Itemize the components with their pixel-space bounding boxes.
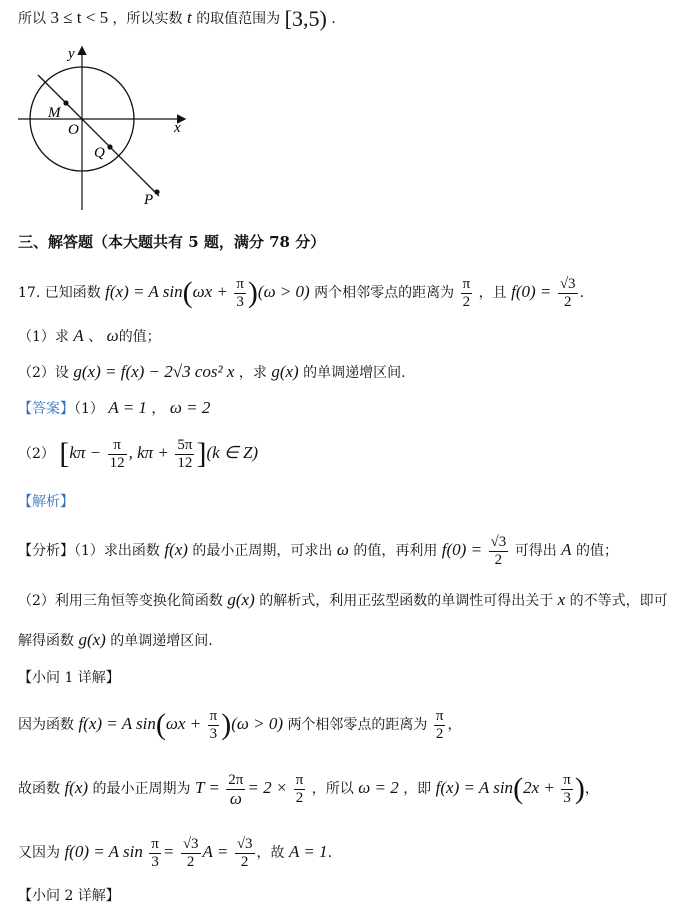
fenxi-line3 — [18, 630, 213, 651]
label-x: x — [174, 120, 181, 136]
fraction — [235, 836, 255, 871]
fraction — [175, 437, 194, 472]
q17-part2 — [18, 362, 406, 383]
fraction — [181, 836, 201, 871]
text: （1） — [74, 401, 104, 417]
point-Q — [107, 144, 112, 149]
denominator: 2 — [240, 853, 249, 870]
fenxi-line2 — [18, 590, 668, 611]
circle-figure — [14, 42, 194, 212]
math: f(0) = — [511, 282, 552, 301]
text: 、 — [88, 329, 103, 345]
analysis-tag: 【解析】 — [18, 494, 74, 510]
text: ， — [151, 401, 166, 417]
denominator: 2 — [295, 789, 304, 806]
numerator: 5π — [177, 436, 193, 453]
math: f(x) — [164, 540, 188, 559]
math: (ω > 0) — [257, 282, 310, 301]
label-M: M — [48, 105, 61, 121]
point-M — [63, 100, 68, 105]
numerator: √3 — [559, 275, 576, 292]
math-var: ω — [106, 326, 119, 345]
paren: ) — [574, 772, 585, 805]
text: ，即 — [403, 781, 432, 797]
text: 的取值范围为 — [196, 11, 281, 27]
math: g(x) — [227, 590, 255, 609]
text: ，所以 — [311, 781, 354, 797]
label-O: O — [68, 122, 79, 138]
text: （2）设 — [18, 365, 69, 381]
denominator: 3 — [563, 789, 571, 806]
bracket: [ — [59, 437, 70, 470]
paren: ( — [155, 708, 166, 741]
question-17 — [18, 270, 584, 315]
math-inequality: 3 ≤ t < 5 — [50, 8, 109, 27]
text: 的不等式，即可 — [569, 593, 668, 609]
answer-line2 — [18, 430, 258, 477]
math-range: [3,5) — [284, 6, 327, 31]
math: ω = 2 — [169, 398, 211, 417]
numerator: π — [151, 835, 159, 852]
fraction — [461, 276, 473, 311]
text: ，且 — [478, 285, 507, 301]
denominator: 2 — [462, 293, 471, 310]
fraction — [234, 276, 246, 311]
denominator: 3 — [151, 853, 159, 870]
text: 可得出 — [514, 543, 557, 559]
numerator: π — [462, 275, 471, 292]
answer-tag: 【答案】 — [18, 401, 74, 417]
paren: ) — [247, 276, 258, 309]
math: ωx + — [165, 714, 202, 733]
denominator: 3 — [236, 293, 244, 310]
fraction — [561, 772, 573, 807]
detail1-line2 — [18, 766, 599, 811]
denominator: 2 — [563, 293, 572, 310]
denominator: 12 — [177, 454, 193, 471]
fraction — [558, 276, 578, 311]
question-number: 17. — [18, 285, 41, 301]
paren: ( — [513, 772, 524, 805]
point-P — [154, 189, 159, 194]
q17-part1 — [18, 326, 161, 347]
math: 2x + — [523, 778, 555, 797]
text: ，求 — [238, 365, 267, 381]
fraction — [208, 708, 220, 743]
math: f(x) = A sin — [435, 778, 514, 797]
paren: ( — [182, 276, 193, 309]
bracket: ] — [196, 437, 207, 470]
math: kπ − — [69, 443, 102, 462]
denominator: 2 — [186, 853, 195, 870]
text: 因为函数 — [18, 717, 74, 733]
text: 的解析式，利用正弦型函数的单调性可得出关于 — [259, 593, 554, 609]
math-var: A — [561, 540, 572, 559]
text: （1）求 — [18, 329, 69, 345]
math: f(0) = — [441, 540, 483, 559]
math: f(x) = A sin — [105, 282, 183, 301]
math-var: x — [557, 590, 566, 609]
denominator: 3 — [209, 725, 218, 742]
fraction — [294, 772, 306, 807]
text: 的值； — [118, 329, 161, 345]
math: f(x) — [64, 778, 89, 797]
text: （1）求出函数 — [74, 543, 160, 559]
math: A = — [202, 842, 229, 861]
detail1-line3 — [18, 830, 332, 875]
paren: ) — [221, 708, 232, 741]
math: = 2 × — [247, 778, 288, 797]
text: 的单调递增区间. — [303, 365, 406, 381]
math: f(x) = A sin — [78, 714, 156, 733]
text: （2）利用三角恒等变换化简函数 — [18, 593, 223, 609]
numerator: √3 — [182, 835, 199, 852]
numerator: π — [563, 771, 571, 788]
math: ωx + — [192, 282, 228, 301]
math: g(x) = f(x) − 2√3 cos² x — [73, 362, 235, 381]
text: . — [331, 11, 336, 27]
math: = — [162, 842, 175, 861]
text: 解得函数 — [18, 633, 74, 649]
fraction — [434, 708, 446, 743]
denominator: ω — [229, 788, 242, 808]
denominator: 2 — [494, 551, 503, 568]
text: 的单调递增区间. — [110, 633, 213, 649]
section-title: 三、解答题（本大题共有 5 题，满分 78 分） — [18, 233, 326, 251]
text: 的值，再利用 — [353, 543, 438, 559]
text: 【分析】 — [18, 543, 74, 559]
text: ， — [584, 781, 599, 797]
numerator: π — [295, 771, 304, 788]
text: ， — [447, 717, 462, 733]
detail1-line1 — [18, 702, 461, 747]
top-line — [18, 8, 336, 29]
math: A = 1 — [108, 398, 147, 417]
numerator: π — [209, 707, 218, 724]
numerator: π — [108, 437, 127, 455]
fraction — [108, 437, 127, 472]
label-y: y — [68, 46, 75, 62]
fraction — [489, 534, 509, 569]
text: 又因为 — [18, 845, 60, 861]
numerator: π — [236, 275, 244, 292]
text: 的值； — [576, 543, 619, 559]
math: T = — [194, 778, 220, 797]
denominator: 2 — [435, 725, 444, 742]
math: g(x) — [78, 630, 106, 649]
fraction — [226, 772, 245, 807]
math-var: t — [187, 8, 192, 27]
math-var: ω — [336, 540, 349, 559]
math: g(x) — [271, 362, 299, 381]
numerator: 2π — [228, 771, 244, 788]
answer-line1 — [18, 398, 210, 419]
detail1-title: 【小问 1 详解】 — [18, 670, 120, 686]
text: 两个相邻零点的距离为 — [314, 285, 455, 301]
numerator: √3 — [236, 835, 253, 852]
math: (k ∈ Z) — [206, 443, 259, 462]
math: A = 1 — [289, 842, 328, 861]
text: . — [579, 285, 585, 301]
text: . — [327, 845, 333, 861]
math: (ω > 0) — [231, 714, 283, 733]
math: ω = 2 — [358, 778, 399, 797]
text: 的最小正周期，可求出 — [192, 543, 333, 559]
text: ，所以实数 — [112, 11, 183, 27]
text: ，故 — [256, 845, 285, 861]
numerator: √3 — [490, 533, 507, 550]
text: 所以 — [18, 11, 46, 27]
text: 两个相邻零点的距离为 — [287, 717, 428, 733]
line-through-origin — [38, 75, 159, 196]
fraction — [149, 836, 161, 871]
math: f(0) = A sin — [64, 842, 143, 861]
text: （2） — [18, 446, 55, 462]
label-Q: Q — [94, 145, 105, 161]
detail2-title: 【小问 2 详解】 — [18, 888, 120, 904]
text: 故函数 — [18, 781, 60, 797]
fenxi-line1 — [18, 528, 618, 573]
math-var: A — [73, 326, 84, 345]
numerator: π — [435, 707, 444, 724]
text: 的最小正周期为 — [92, 781, 191, 797]
denominator: 12 — [109, 454, 125, 471]
label-P: P — [144, 192, 154, 208]
text: 已知函数 — [44, 285, 101, 301]
math: , kπ + — [128, 443, 169, 462]
